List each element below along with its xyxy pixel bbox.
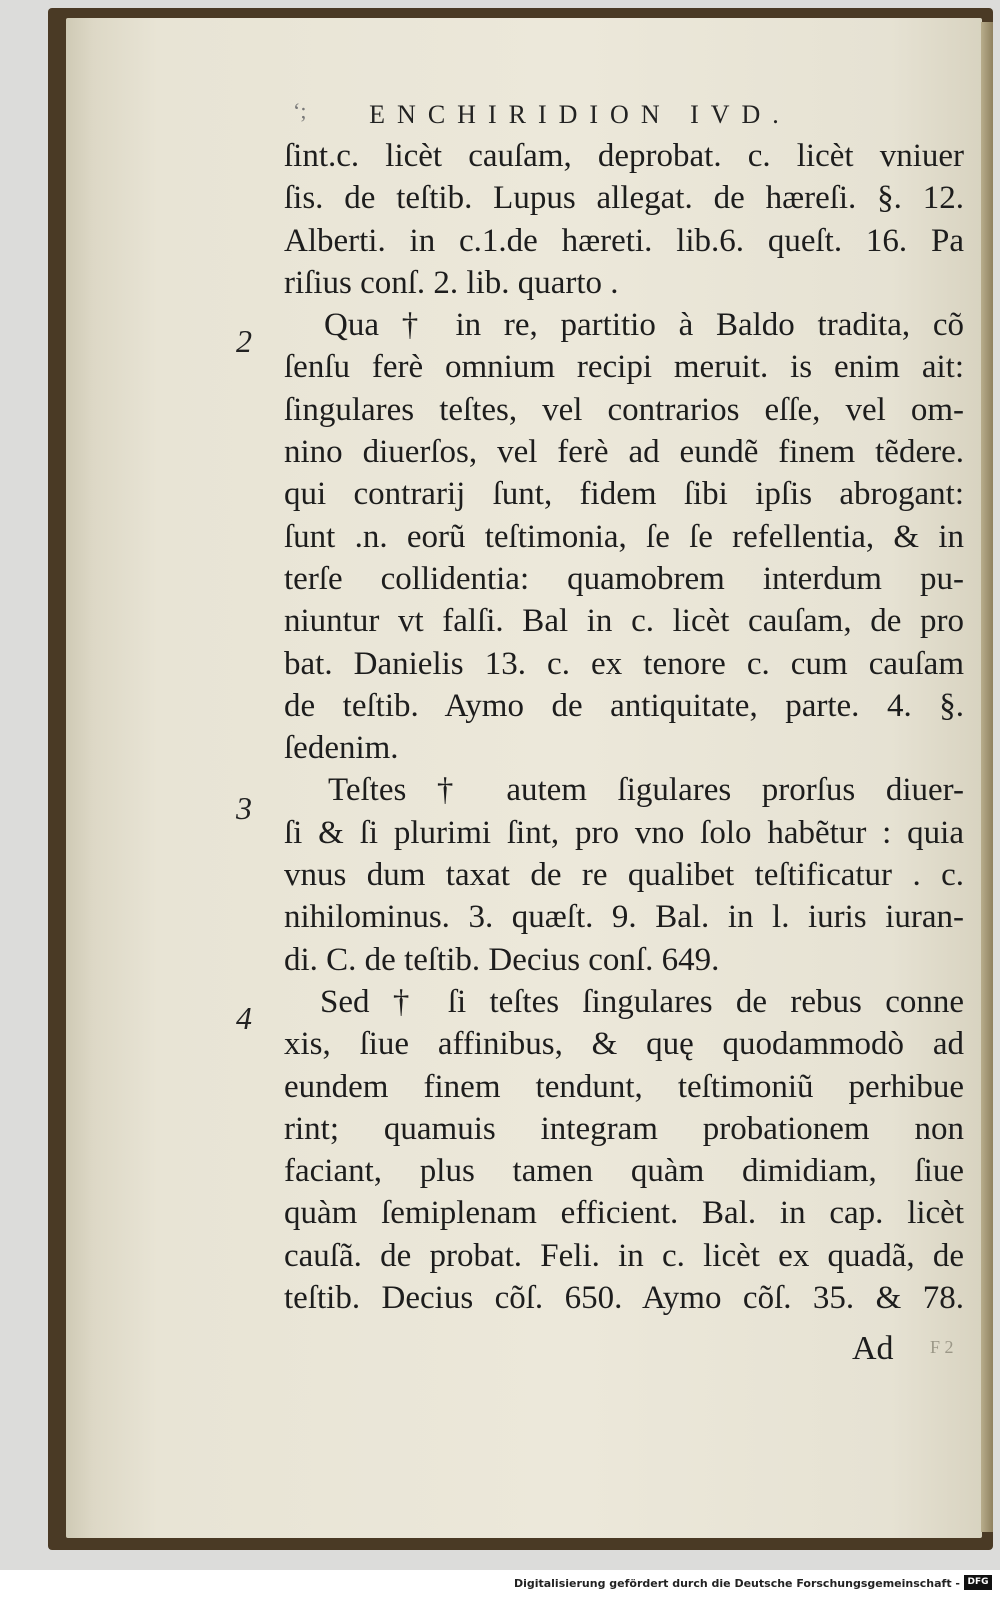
text-line: Teſtes † autem ſigulares prorſus diuer- xyxy=(328,772,964,809)
text-line: eundem finem tendunt, teſtimoniũ perhibue xyxy=(284,1068,964,1105)
text-line: Sed † ſi teſtes ſingulares de rebus conne xyxy=(320,983,964,1020)
page-fore-edge xyxy=(981,22,993,1532)
text-line: cauſã. de probat. Feli. in c. licèt ex quadã, de xyxy=(284,1237,964,1274)
body-text xyxy=(284,135,964,1319)
text-line: niuntur vt falſi. Bal in c. licèt cauſam, de pro xyxy=(284,603,964,640)
digitization-footer xyxy=(0,1570,1000,1598)
text-line: ſedenim. xyxy=(284,730,399,767)
text-line: ſenſu ferè omnium recipi meruit. is enim ait: xyxy=(284,349,964,386)
margin-number-4: 4 xyxy=(236,1000,252,1036)
text-line: nino diuerſos, vel ferè ad eundẽ finem tẽdere. xyxy=(284,434,964,471)
text-line: terſe collidentia: quamobrem interdum pu- xyxy=(284,560,964,597)
text-line: ſis. de teſtib. Lupus allegat. de hæreſi. §. 12. xyxy=(284,180,964,217)
text-line: riſius conſ. 2. lib. quarto . xyxy=(284,264,619,301)
text-line: teſtib. Decius cõſ. 650. Aymo cõſ. 35. & 78. xyxy=(284,1280,964,1317)
head-mark: ‘; xyxy=(293,98,307,123)
text-line: Alberti. in c.1.de hæreti. lib.6. queſt. 16. Pa xyxy=(284,222,964,259)
dfg-logo-icon: DFG xyxy=(964,1575,992,1590)
running-head: ENCHIRIDION IVD. xyxy=(369,100,791,129)
margin-number-3: 3 xyxy=(236,790,252,826)
catchword: Ad xyxy=(852,1330,894,1367)
text-line: ſunt .n. eorũ teſtimonia, ſe ſe refellentia, & in xyxy=(284,518,964,555)
text-line: ſingulares teſtes, vel contrarios eſſe, vel om- xyxy=(284,391,964,428)
text-line: de teſtib. Aymo de antiquitate, parte. 4. §. xyxy=(284,687,964,724)
text-line: nihilominus. 3. quæſt. 9. Bal. in l. iuris iuran- xyxy=(284,899,964,936)
text-line: ſi & ſi plurimi ſint, pro vno ſolo habẽtur : quia xyxy=(284,814,964,851)
margin-number-2: 2 xyxy=(236,323,252,359)
text-line: faciant, plus tamen quàm dimidiam, ſiue xyxy=(284,1153,964,1190)
text-line: di. C. de teſtib. Decius conſ. 649. xyxy=(284,941,720,978)
text-line: bat. Danielis 13. c. ex tenore c. cum cauſam xyxy=(284,645,964,682)
text-line: xis, ſiue affinibus, & quę quodammodò ad xyxy=(284,1026,964,1063)
text-line: ſint.c. licèt cauſam, deprobat. c. licèt vniuer xyxy=(284,138,964,174)
footer-credit: Digitalisierung gefördert durch die Deutsche Forschungsgemeinschaft - xyxy=(513,1577,960,1590)
text-line: qui contrarij ſunt, fidem ſibi ipſis abrogant: xyxy=(284,476,964,513)
text-line: quàm ſemiplenam efficient. Bal. in cap. licèt xyxy=(284,1195,964,1232)
text-line: Qua † in re, partitio à Baldo tradita, cõ xyxy=(324,307,964,344)
text-line: rint; quamuis integram probationem non xyxy=(284,1110,964,1147)
signature-mark: F 2 xyxy=(930,1337,954,1357)
text-line: vnus dum taxat de re qualibet teſtificatur . c. xyxy=(284,857,964,894)
